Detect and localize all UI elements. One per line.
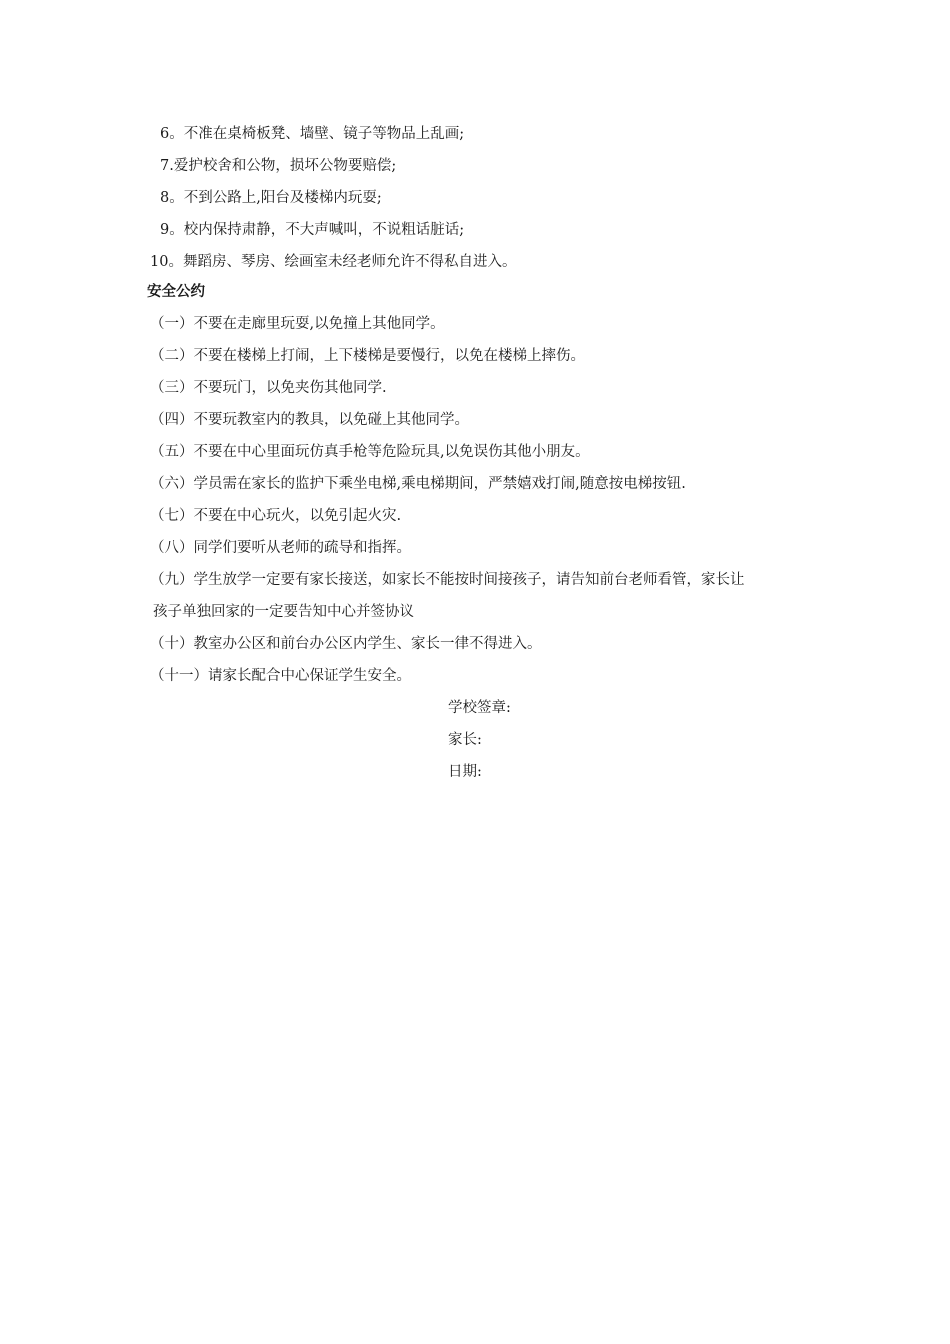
safety-item-11: （十一）请家长配合中心保证学生安全。 [150, 668, 411, 684]
safety-item-10: （十）教室办公区和前台办公区内学生、家长一律不得进入。 [150, 636, 542, 652]
safety-item-6: （六）学员需在家长的监护下乘坐电梯,乘电梯期间，严禁嬉戏打闹,随意按电梯按钮. [150, 476, 686, 492]
safety-item-5: （五）不要在中心里面玩仿真手枪等危险玩具,以免误伤其他小朋友。 [150, 444, 590, 460]
rule-item-7: 7.爱护校舍和公物，损坏公物要赔偿; [160, 158, 397, 174]
safety-item-3: （三）不要玩门，以免夹伤其他同学. [150, 380, 387, 396]
safety-item-1: （一）不要在走廊里玩耍,以免撞上其他同学。 [150, 316, 445, 332]
safety-list [150, 308, 830, 692]
safety-item-8: （八）同学们要听从老师的疏导和指挥。 [150, 540, 411, 556]
parent-label: 家长: [448, 732, 482, 748]
rule-item-8: 8。不到公路上,阳台及楼梯内玩耍; [160, 190, 382, 206]
rule-item-6: 6。不准在桌椅板凳、墙壁、镜子等物品上乱画; [160, 126, 465, 142]
rule-item-9: 9。校内保持肃静，不大声喊叫，不说粗话脏话; [160, 222, 465, 238]
safety-section-title: 安全公约 [147, 284, 205, 300]
safety-item-2: （二）不要在楼梯上打闹，上下楼梯是要慢行，以免在楼梯上摔伤。 [150, 348, 585, 364]
rule-item-10: 10。舞蹈房、琴房、绘画室未经老师允许不得私自进入。 [150, 254, 517, 270]
safety-item-9-continued: 孩子单独回家的一定要告知中心并签协议 [153, 604, 414, 620]
safety-item-7: （七）不要在中心玩火，以免引起火灾. [150, 508, 402, 524]
date-label: 日期: [448, 764, 482, 780]
safety-item-9: （九）学生放学一定要有家长接送，如家长不能按时间接孩子，请告知前台老师看管，家长让 [150, 572, 745, 588]
signature-block [448, 692, 748, 788]
safety-item-4: （四）不要玩教室内的教具，以免碰上其他同学。 [150, 412, 469, 428]
school-seal-label: 学校签章: [448, 700, 511, 716]
rules-list [150, 118, 830, 278]
